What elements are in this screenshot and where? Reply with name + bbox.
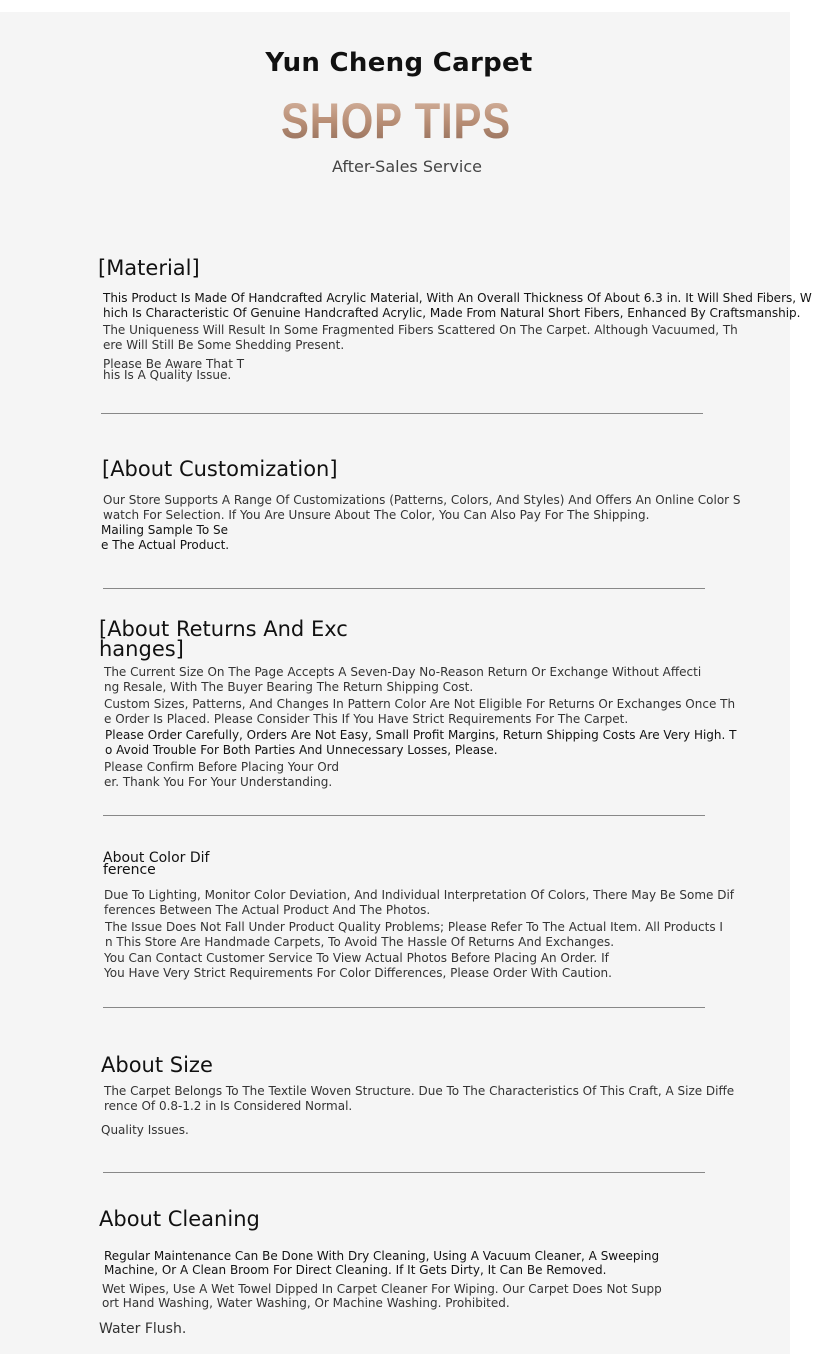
section-title-color-difference: About Color Dif ference: [103, 850, 210, 878]
material-paragraph-2: The Uniqueness Will Result In Some Fragmented Fibers Scattered On The Carpet. Although Vacuumed, Th ere Will Still Be Some Shedding Present.: [103, 323, 738, 352]
section-title-cleaning: About Cleaning: [99, 1207, 260, 1231]
section-title-material: [Material]: [98, 256, 200, 280]
section-divider: [103, 588, 705, 589]
color-paragraph-1: Due To Lighting, Monitor Color Deviation, And Individual Interpretation Of Colors, There May Be Some Dif ferences Between The Actual Product And The Photos.: [104, 888, 734, 917]
cleaning-paragraph-3: Water Flush.: [99, 1321, 187, 1337]
customization-paragraph-1: Our Store Supports A Range Of Customizations (Patterns, Colors, And Styles) And Offers An Online Color S watch For Selection. If You Are Unsure About The Color, You Can Also Pay For The Shipping.: [103, 493, 741, 522]
customization-paragraph-2: Mailing Sample To Se e The Actual Product.: [101, 523, 230, 552]
logo-text: SHOP TIPS: [281, 93, 511, 149]
section-title-returns: [About Returns And Exc hanges]: [99, 617, 348, 661]
cleaning-paragraph-1: Regular Maintenance Can Be Done With Dry Cleaning, Using A Vacuum Cleaner, A Sweeping Machine, Or A Clean Broom For Direct Cleaning. If It Gets Dirty, It Can Be Removed.: [104, 1249, 660, 1277]
color-paragraph-2: The Issue Does Not Fall Under Product Quality Problems; Please Refer To The Actual Item. All Products I n This Store Are Handmade Carpets, To Avoid The Hassle Of Returns And Exchanges.: [105, 920, 723, 949]
returns-paragraph-4: Please Confirm Before Placing Your Ord er. Thank You For Your Understanding.: [104, 760, 340, 789]
store-name: Yun Cheng Carpet: [265, 48, 533, 78]
size-paragraph-2: Quality Issues.: [101, 1123, 189, 1137]
section-divider: [103, 1172, 705, 1173]
returns-paragraph-2: Custom Sizes, Patterns, And Changes In Pattern Color Are Not Eligible For Returns Or Exchanges Once Th e Order Is Placed. Please Consider This If You Have Strict Requirements For The Carpet.: [104, 697, 736, 726]
section-divider: [101, 413, 703, 414]
section-divider: [103, 1007, 705, 1008]
color-paragraph-3: You Can Contact Customer Service To View Actual Photos Before Placing An Order. If You Have Very Strict Requirements For Color Differences, Please Order With Caution.: [104, 951, 612, 980]
section-title-customization: [About Customization]: [102, 457, 338, 481]
returns-paragraph-1: The Current Size On The Page Accepts A Seven-Day No-Reason Return Or Exchange Without Affecti ng Resale, With The Buyer Bearing The Return Shipping Cost.: [104, 665, 702, 694]
shop-tips-logo: [278, 80, 514, 150]
material-paragraph-3: Please Be Aware That T his Is A Quality Issue.: [103, 357, 245, 382]
material-paragraph-1: This Product Is Made Of Handcrafted Acrylic Material, With An Overall Thickness Of About 6.3 in. It Will Shed Fibers, W hich Is Characteristic Of Genuine Handcrafted Acrylic, Made From Natural Short Fibers, Enhanced By Craftsmanship.: [103, 291, 812, 320]
cleaning-paragraph-2: Wet Wipes, Use A Wet Towel Dipped In Carpet Cleaner For Wiping. Our Carpet Does Not Supp ort Hand Washing, Water Washing, Or Machine Washing. Prohibited.: [102, 1282, 662, 1310]
returns-paragraph-3: Please Order Carefully, Orders Are Not Easy, Small Profit Margins, Return Shipping Costs Are Very High. T o Avoid Trouble For Both Parties And Unnecessary Losses, Please.: [105, 728, 737, 757]
page-subtitle: After-Sales Service: [332, 157, 482, 176]
section-title-size: About Size: [101, 1053, 213, 1077]
size-paragraph-1: The Carpet Belongs To The Textile Woven Structure. Due To The Characteristics Of This Craft, A Size Diffe rence Of 0.8-1.2 in Is Considered Normal.: [104, 1084, 735, 1113]
section-divider: [103, 815, 705, 816]
